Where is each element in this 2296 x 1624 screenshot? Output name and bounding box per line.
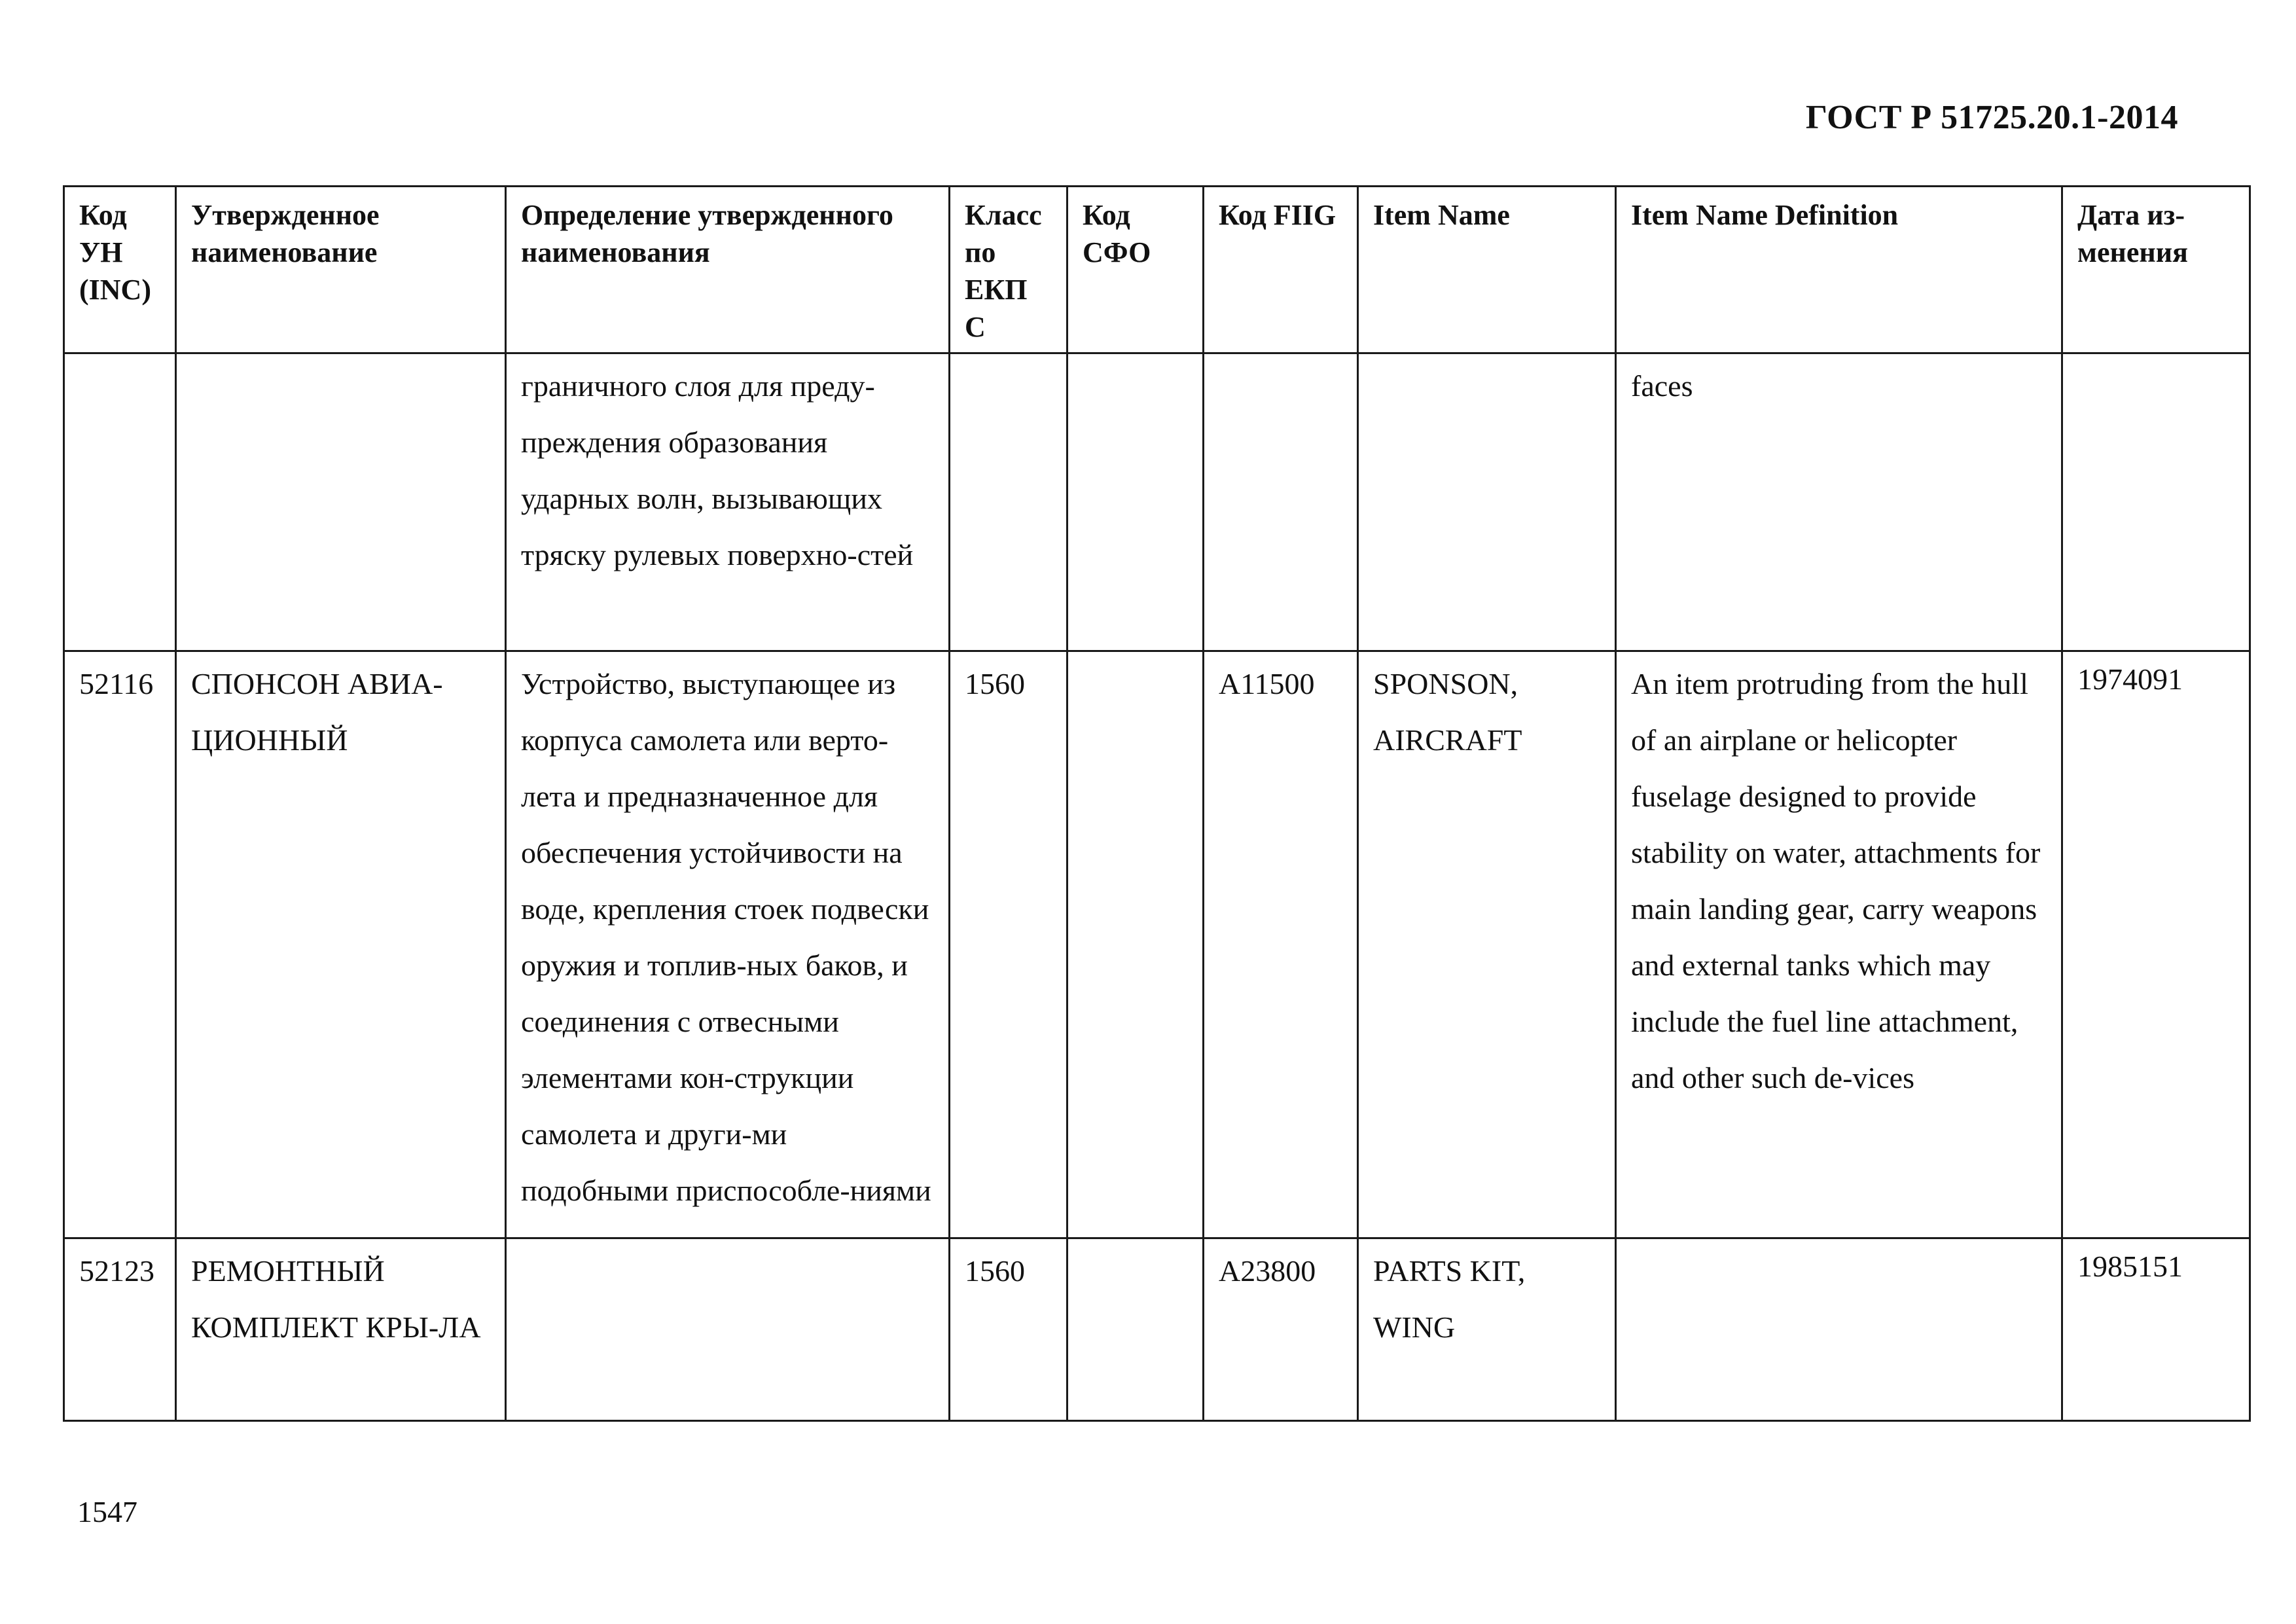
header-approved-name: Утвержденное наименование xyxy=(176,187,506,353)
cell-sfo xyxy=(1067,1238,1204,1421)
cell-definition: Устройство, выступающее из корпуса самолета или верто-лета и предназначенное для обеспечения устойчивости на воде, крепления стоек подвески оружия и топлив-ных баков, и соединения с отвесными элементами кон-струкции самолета и други-ми подобными приспособле-ниями xyxy=(506,651,950,1238)
header-inc: Код УН (INC) xyxy=(64,187,176,353)
table-header-row xyxy=(64,187,2250,353)
header-fiig: Код FIIG xyxy=(1204,187,1358,353)
cell-class: 1560 xyxy=(950,651,1067,1238)
table-row xyxy=(64,1238,2250,1421)
header-item-name-definition: Item Name Definition xyxy=(1616,187,2062,353)
cell-class xyxy=(950,353,1067,651)
cell-fiig: A23800 xyxy=(1204,1238,1358,1421)
cell-fiig: A11500 xyxy=(1204,651,1358,1238)
cell-item-name: SPONSON, AIRCRAFT xyxy=(1358,651,1616,1238)
header-class: Класс по ЕКП С xyxy=(950,187,1067,353)
cell-sfo xyxy=(1067,651,1204,1238)
cell-class: 1560 xyxy=(950,1238,1067,1421)
cell-definition xyxy=(506,1238,950,1421)
table-row xyxy=(64,651,2250,1238)
page-number: 1547 xyxy=(77,1495,137,1528)
cell-change-date: 1974091 xyxy=(2062,651,2250,1238)
cell-fiig xyxy=(1204,353,1358,651)
cell-item-name: PARTS KIT, WING xyxy=(1358,1238,1616,1421)
header-definition: Определение утвержденного наименования xyxy=(506,187,950,353)
cell-item-name-definition xyxy=(1616,1238,2062,1421)
table-row xyxy=(64,353,2250,651)
cell-inc xyxy=(64,353,176,651)
items-table xyxy=(63,185,2251,1422)
cell-approved-name: РЕМОНТНЫЙ КОМПЛЕКТ КРЫ-ЛА xyxy=(176,1238,506,1421)
cell-definition: граничного слоя для преду-преждения образования ударных волн, вызывающих тряску рулевых поверхно-стей xyxy=(506,353,950,651)
cell-item-name-definition: faces xyxy=(1616,353,2062,651)
header-sfo: Код СФО xyxy=(1067,187,1204,353)
cell-inc: 52116 xyxy=(64,651,176,1238)
standard-number: ГОСТ Р 51725.20.1-2014 xyxy=(1805,99,2178,136)
header-item-name: Item Name xyxy=(1358,187,1616,353)
cell-item-name xyxy=(1358,353,1616,651)
cell-item-name-definition: An item protruding from the hull of an airplane or helicopter fuselage designed to provide stability on water, attachments for main landing gear, carry weapons and external tanks which may include the fuel line attachment, and other such de-vices xyxy=(1616,651,2062,1238)
cell-sfo xyxy=(1067,353,1204,651)
cell-approved-name xyxy=(176,353,506,651)
header-change-date: Дата из-менения xyxy=(2062,187,2250,353)
cell-approved-name: СПОНСОН АВИА-ЦИОННЫЙ xyxy=(176,651,506,1238)
cell-change-date xyxy=(2062,353,2250,651)
cell-inc: 52123 xyxy=(64,1238,176,1421)
cell-change-date: 1985151 xyxy=(2062,1238,2250,1421)
